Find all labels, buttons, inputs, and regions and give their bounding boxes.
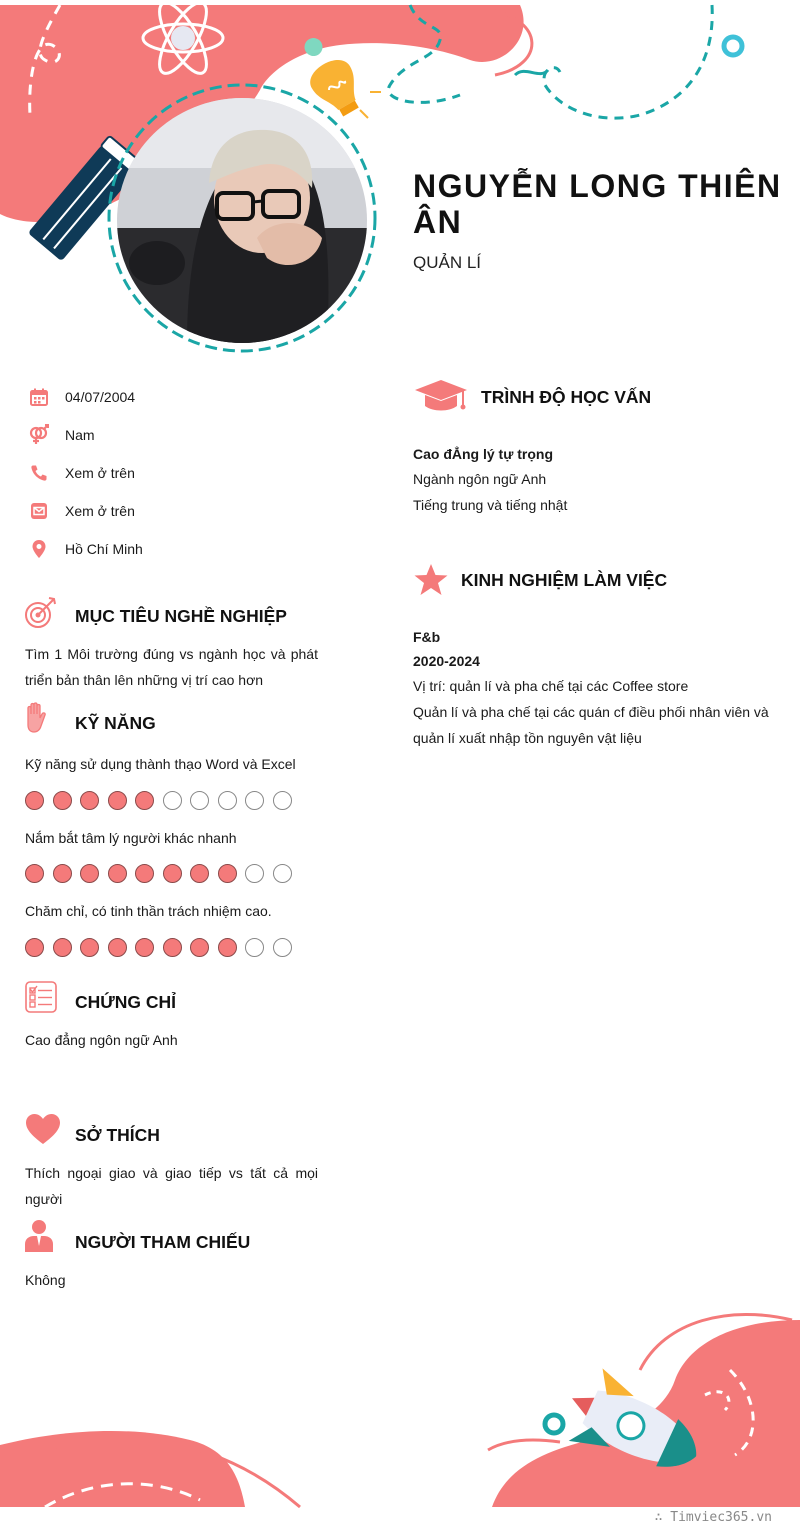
rating-dot-empty [273, 791, 292, 810]
skill-rating [25, 938, 292, 957]
rating-dot-filled [163, 864, 182, 883]
objective-title: MỤC TIÊU NGHỀ NGHIỆP [75, 606, 287, 626]
rating-dot-empty [273, 864, 292, 883]
rating-dot-empty [245, 938, 264, 957]
skill-rating [25, 864, 292, 883]
hand-icon [24, 702, 48, 739]
rating-dot-filled [25, 864, 44, 883]
target-icon [24, 596, 58, 635]
rating-dot-filled [80, 864, 99, 883]
rating-dot-empty [163, 791, 182, 810]
skills-title: KỸ NĂNG [75, 713, 156, 733]
contact-value: Xem ở trên [65, 465, 135, 481]
contact-birthdate [28, 385, 135, 409]
certificates-text: Cao đẳng ngôn ngữ Anh [25, 1032, 178, 1048]
location-pin-icon [28, 538, 50, 560]
rating-dot-filled [53, 864, 72, 883]
rating-dot-filled [218, 938, 237, 957]
rating-dot-empty [245, 864, 264, 883]
contact-value: Hồ Chí Minh [65, 541, 143, 557]
rating-dot-filled [108, 938, 127, 957]
skill-rating [25, 791, 292, 810]
avatar [117, 98, 367, 343]
rating-dot-filled [80, 938, 99, 957]
hobbies-text: Thích ngoại giao và giao tiếp vs tất cả mọi người [25, 1165, 318, 1207]
experience-description: Quản lí và pha chế tại các quán cf điều phối nhân viên và quản lí xuất nhập tồn nguyên vật liệu [413, 704, 769, 746]
contact-location [28, 537, 143, 561]
experience-company: F&b [413, 629, 441, 645]
references-text: Không [25, 1272, 66, 1288]
skill-name: Nắm bắt tâm lý người khác nhanh [25, 830, 237, 846]
rating-dot-filled [53, 938, 72, 957]
contact-value: Nam [65, 427, 95, 443]
phone-icon [28, 462, 50, 484]
experience-period: 2020-2024 [413, 653, 480, 669]
candidate-name: NGUYỄN LONG THIÊN ÂN [413, 168, 782, 240]
education-title: TRÌNH ĐỘ HỌC VẤN [481, 387, 652, 407]
rating-dot-empty [218, 791, 237, 810]
contact-phone [28, 461, 135, 485]
watermark: ∴ Timviec365.vn [654, 1510, 772, 1525]
rating-dot-filled [53, 791, 72, 810]
rating-dot-filled [80, 791, 99, 810]
rating-dot-filled [135, 791, 154, 810]
certificates-title: CHỨNG CHỈ [75, 992, 177, 1012]
references-title: NGƯỜI THAM CHIẾU [75, 1232, 251, 1252]
email-icon [28, 500, 50, 522]
rating-dot-filled [218, 864, 237, 883]
contact-email [28, 499, 135, 523]
calendar-icon [28, 386, 50, 408]
skill-name: Chăm chỉ, có tinh thần trách nhiệm cao. [25, 903, 272, 919]
rating-dot-filled [108, 864, 127, 883]
hobbies-title: SỞ THÍCH [75, 1125, 160, 1145]
rating-dot-filled [190, 938, 209, 957]
experience-position: Vị trí: quản lí và pha chế tại các Coffee store [413, 678, 689, 694]
rating-dot-empty [273, 938, 292, 957]
person-icon [25, 1219, 53, 1258]
contact-value: 04/07/2004 [65, 389, 136, 405]
candidate-role: QUẢN LÍ [413, 253, 482, 272]
contact-gender [28, 423, 95, 447]
rating-dot-empty [245, 791, 264, 810]
education-school: Cao đẲng lý tự trọng [413, 446, 554, 462]
education-major: Ngành ngôn ngữ Anh [413, 471, 547, 487]
experience-title: KINH NGHIỆM LÀM VIỆC [461, 570, 668, 590]
objective-text: Tìm 1 Môi trường đúng vs ngành học và phát triển bản thân lên những vị trí cao hơn [25, 646, 318, 688]
star-icon [413, 563, 449, 602]
rating-dot-filled [163, 938, 182, 957]
graduation-cap-icon [413, 378, 469, 419]
rating-dot-filled [190, 864, 209, 883]
rating-dot-filled [25, 938, 44, 957]
heart-icon [25, 1113, 61, 1150]
contact-value: Xem ở trên [65, 503, 135, 519]
rating-dot-filled [135, 938, 154, 957]
rating-dot-filled [135, 864, 154, 883]
gender-icon [28, 424, 50, 446]
avatar-portrait [117, 98, 367, 343]
skill-name: Kỹ năng sử dụng thành thạo Word và Excel [25, 756, 296, 772]
checklist-icon [25, 981, 57, 1018]
rating-dot-filled [108, 791, 127, 810]
rating-dot-empty [190, 791, 209, 810]
rating-dot-filled [25, 791, 44, 810]
education-extra: Tiếng trung và tiếng nhật [413, 497, 568, 513]
